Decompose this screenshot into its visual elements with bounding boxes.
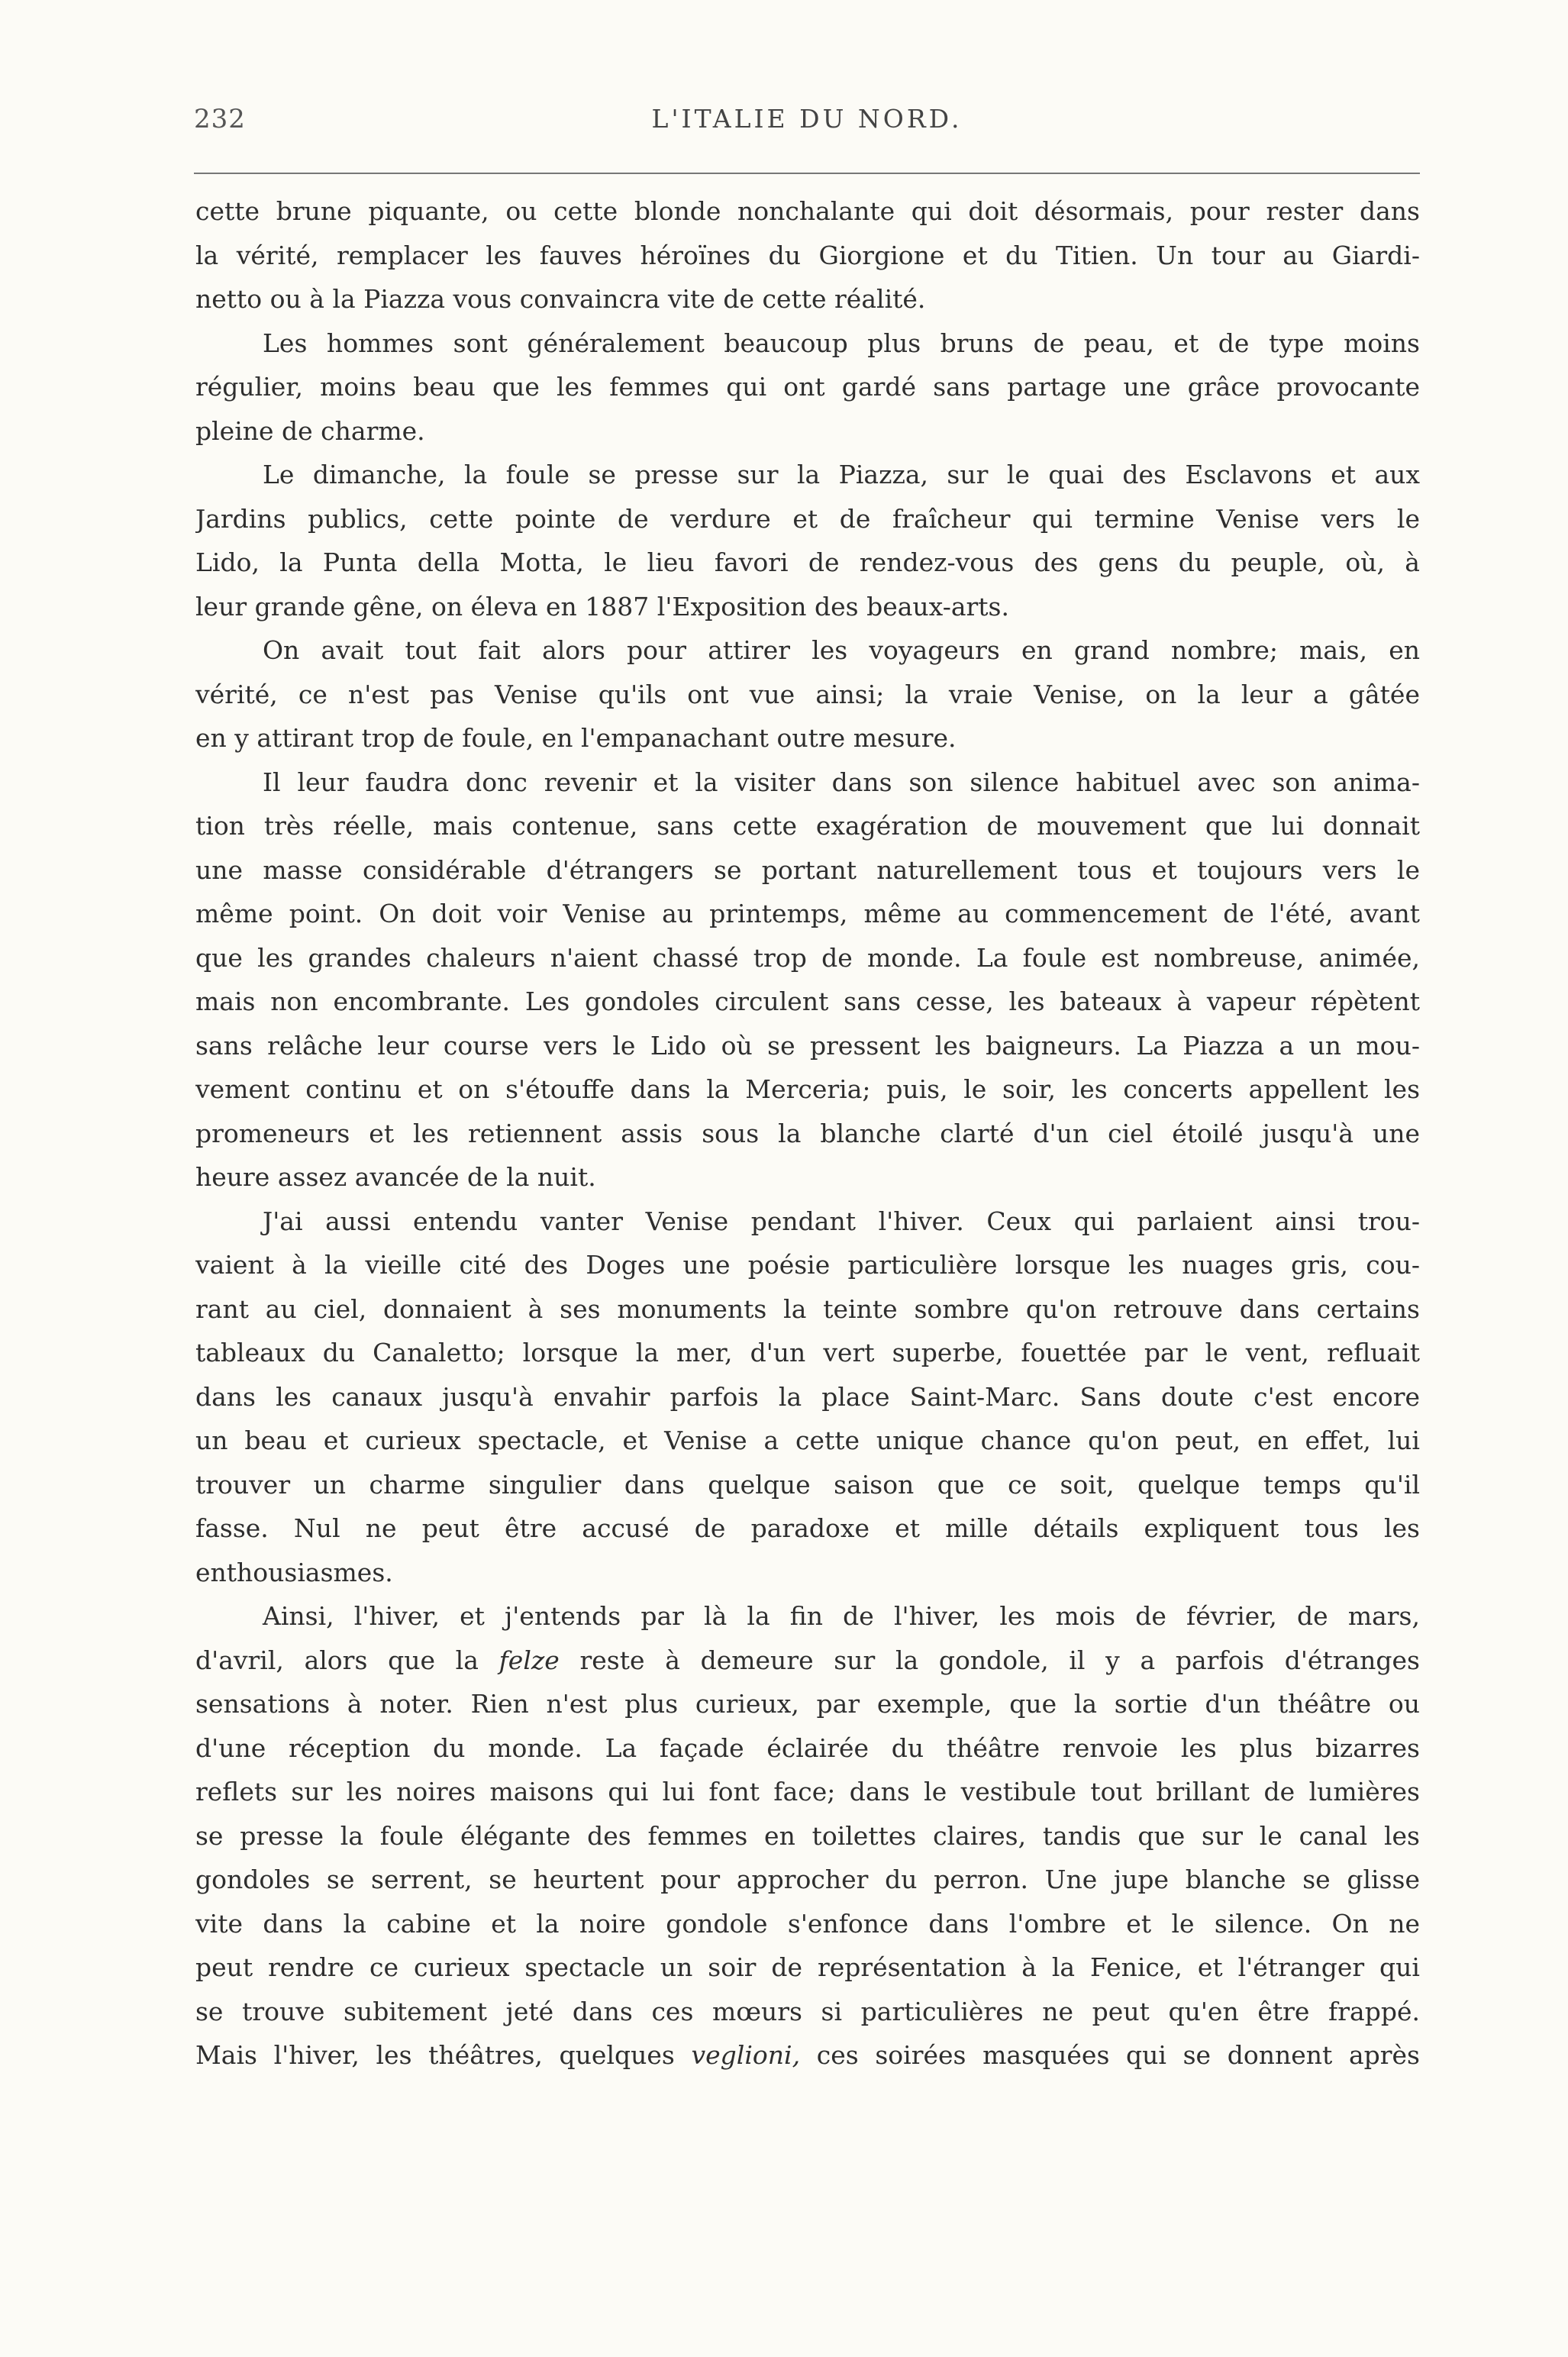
text-line: heure assez avancée de la nuit. [195, 1162, 596, 1192]
text-line: rant au ciel, donnaient à ses monuments la teinte sombre qu'on retrouve dans certains [195, 1293, 1420, 1324]
text-line: Lido, la Punta della Motta, le lieu favori de rendez-vous des gens du peuple, où, à [195, 547, 1420, 577]
text-segment: ces soirées masquées qui se donnent après [800, 2040, 1420, 2070]
text-line: Il leur faudra donc revenir et la visiter dans son silence habituel avec son anima- [263, 767, 1420, 797]
text-line: sans relâche leur course vers le Lido où se pressent les baigneurs. La Piazza a un mou- [195, 1030, 1420, 1061]
text-line: vement continu et on s'étouffe dans la Merceria; puis, le soir, les concerts appellent les [195, 1074, 1420, 1104]
text-line: même point. On doit voir Venise au printemps, même au commencement de l'été, avant [195, 899, 1420, 928]
text-line: Les hommes sont généralement beaucoup plus bruns de peau, et de type moins [263, 328, 1420, 358]
text-segment: d'avril, alors que la [195, 1645, 499, 1675]
text-line: régulier, moins beau que les femmes qui ont gardé sans partage une grâce provocante [195, 372, 1420, 402]
italic-term-felze: felze [498, 1645, 560, 1675]
text-line: sensations à noter. Rien n'est plus curieux, par exemple, que la sortie d'un théâtre ou [195, 1689, 1420, 1719]
text-segment: Mais l'hiver, les théâtres, quelques [195, 2040, 692, 2070]
text-line: se trouve subitement jeté dans ces mœurs si particulières ne peut qu'en être frappé. [195, 1996, 1420, 2026]
text-line: un beau et curieux spectacle, et Venise a cette unique chance qu'on peut, en effet, lui [195, 1426, 1420, 1455]
header-rule [194, 173, 1420, 174]
body-text [195, 189, 1420, 2078]
text-line: cette brune piquante, ou cette blonde nonchalante qui doit désormais, pour rester dans [195, 196, 1420, 226]
text-line: la vérité, remplacer les fauves héroïnes du Giorgione et du Titien. Un tour au Giardi- [195, 240, 1420, 270]
text-line: J'ai aussi entendu vanter Venise pendant l'hiver. Ceux qui parlaient ainsi trou- [263, 1206, 1420, 1236]
page-number: 232 [194, 104, 246, 134]
text-line: une masse considérable d'étrangers se portant naturellement tous et toujours vers le [195, 854, 1420, 885]
text-line: vite dans la cabine et la noire gondole s'enfonce dans l'ombre et le silence. On ne [195, 1908, 1420, 1939]
text-line: d'une réception du monde. La façade éclairée du théâtre renvoie les plus bizarres [195, 1732, 1420, 1763]
text-line: promeneurs et les retiennent assis sous la blanche clarté d'un ciel étoilé jusqu'à une [195, 1118, 1420, 1148]
text-line-with-italic [195, 1639, 1420, 1683]
text-line: tableaux du Canaletto; lorsque la mer, d'un vert superbe, fouettée par le vent, refluait [195, 1338, 1420, 1367]
text-line: vaient à la vieille cité des Doges une poésie particulière lorsque les nuages gris, cou- [195, 1250, 1420, 1280]
page-header [194, 104, 1420, 150]
text-line: pleine de charme. [195, 415, 425, 446]
text-line: gondoles se serrent, se heurtent pour approcher du perron. Une jupe blanche se glisse [195, 1865, 1420, 1894]
text-line: Le dimanche, la foule se presse sur la Piazza, sur le quai des Esclavons et aux [263, 460, 1420, 489]
text-line: Jardins publics, cette pointe de verdure et de fraîcheur qui termine Venise vers le [195, 503, 1420, 534]
text-line: Ainsi, l'hiver, et j'entends par là la fin de l'hiver, les mois de février, de mars, [263, 1601, 1420, 1631]
text-line: reflets sur les noires maisons qui lui font face; dans le vestibule tout brillant de lumières [195, 1777, 1420, 1806]
text-line: en y attirant trop de foule, en l'empanachant outre mesure. [195, 723, 957, 753]
text-line: On avait tout fait alors pour attirer les voyageurs en grand nombre; mais, en [263, 635, 1420, 665]
italic-term-veglioni: veglioni, [691, 2040, 801, 2070]
text-line: dans les canaux jusqu'à envahir parfois la place Saint-Marc. Sans doute c'est encore [195, 1381, 1420, 1412]
text-line: mais non encombrante. Les gondoles circulent sans cesse, les bateaux à vapeur répètent [195, 986, 1420, 1016]
text-segment: reste à demeure sur la gondole, il y a parfois d'étranges [559, 1645, 1420, 1675]
text-line: se presse la foule élégante des femmes en toilettes claires, tandis que sur le canal les [195, 1820, 1420, 1851]
text-line: que les grandes chaleurs n'aient chassé trop de monde. La foule est nombreuse, animée, [195, 942, 1420, 973]
text-line: netto ou à la Piazza vous convaincra vite de cette réalité. [195, 284, 926, 314]
text-line: trouver un charme singulier dans quelque saison que ce soit, quelque temps qu'il [195, 1469, 1420, 1500]
running-title: L'ITALIE DU NORD. [651, 104, 963, 134]
text-line: leur grande gêne, on éleva en 1887 l'Exposition des beaux-arts. [195, 591, 1009, 622]
text-line: fasse. Nul ne peut être accusé de paradoxe et mille détails expliquent tous les [195, 1513, 1420, 1543]
text-line: tion très réelle, mais contenue, sans cette exagération de mouvement que lui donnait [195, 811, 1420, 841]
text-line: peut rendre ce curieux spectacle un soir de représentation à la Fenice, et l'étranger qui [195, 1952, 1420, 1982]
text-line: enthousiasmes. [195, 1557, 393, 1587]
text-line: vérité, ce n'est pas Venise qu'ils ont vue ainsi; la vraie Venise, on la leur a gâtée [195, 679, 1420, 709]
text-line-with-italic [195, 2033, 1420, 2078]
